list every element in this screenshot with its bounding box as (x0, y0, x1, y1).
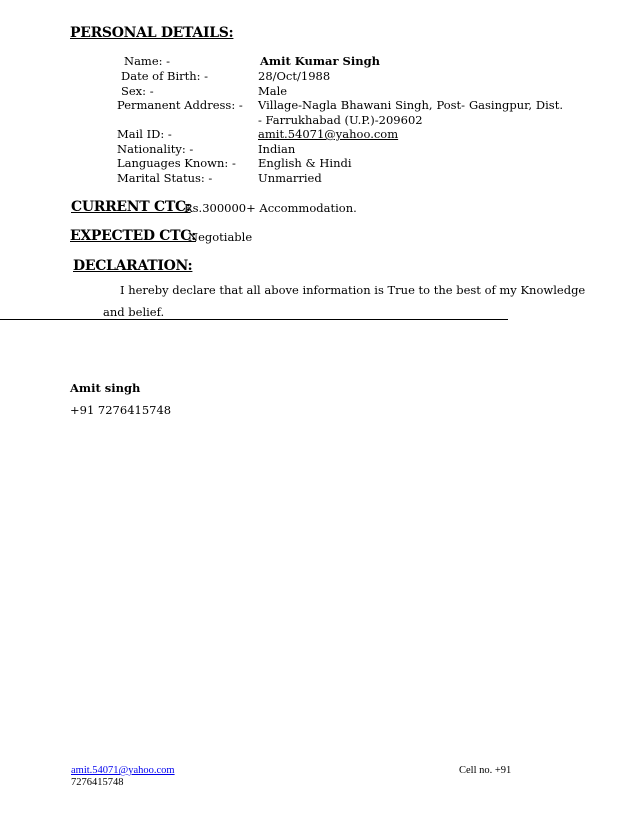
mail-link[interactable]: amit.54071@yahoo.com (258, 127, 399, 141)
declaration-line-2: and belief. (103, 305, 165, 319)
name-label: Name: - (124, 54, 171, 68)
footer-cell-number: 7276415748 (71, 777, 124, 788)
declaration-line-1: I hereby declare that all above information is True to the best of my Knowledge (120, 283, 586, 297)
footer-email-link[interactable]: amit.54071@yahoo.com (71, 765, 175, 776)
footer-cell-label: Cell no. +91 (459, 765, 512, 776)
sex-label: Sex: - (121, 84, 154, 98)
marital-label: Marital Status: - (117, 171, 213, 185)
signature-name: Amit singh (70, 381, 141, 395)
expected-ctc-value: Negotiable (188, 230, 253, 244)
mail-label: Mail ID: - (117, 127, 172, 141)
nationality-label: Nationality: - (117, 142, 194, 156)
name-value: Amit Kumar Singh (260, 54, 380, 68)
nationality-value: Indian (258, 142, 296, 156)
declaration-heading: DECLARATION: (73, 258, 193, 274)
address-value: Village-Nagla Bhawani Singh, Post- Gasingpur, Dist. - Farrukhabad (U.P.)-209602 (258, 98, 563, 127)
horizontal-rule (0, 319, 508, 320)
signature-phone: +91 7276415748 (70, 403, 172, 417)
marital-value: Unmarried (258, 171, 322, 185)
current-ctc-value: Rs.300000+ Accommodation. (184, 201, 357, 215)
address-label: Permanent Address: - (117, 98, 243, 112)
expected-ctc-heading: EXPECTED CTC: (70, 228, 196, 244)
current-ctc-heading: CURRENT CTC: (71, 199, 191, 215)
dob-label: Date of Birth: - (121, 69, 209, 83)
dob-value: 28/Oct/1988 (258, 69, 331, 83)
personal-details-heading: PERSONAL DETAILS: (70, 25, 234, 41)
languages-value: English & Hindi (258, 156, 352, 170)
sex-value: Male (258, 84, 288, 98)
languages-label: Languages Known: - (117, 156, 236, 170)
